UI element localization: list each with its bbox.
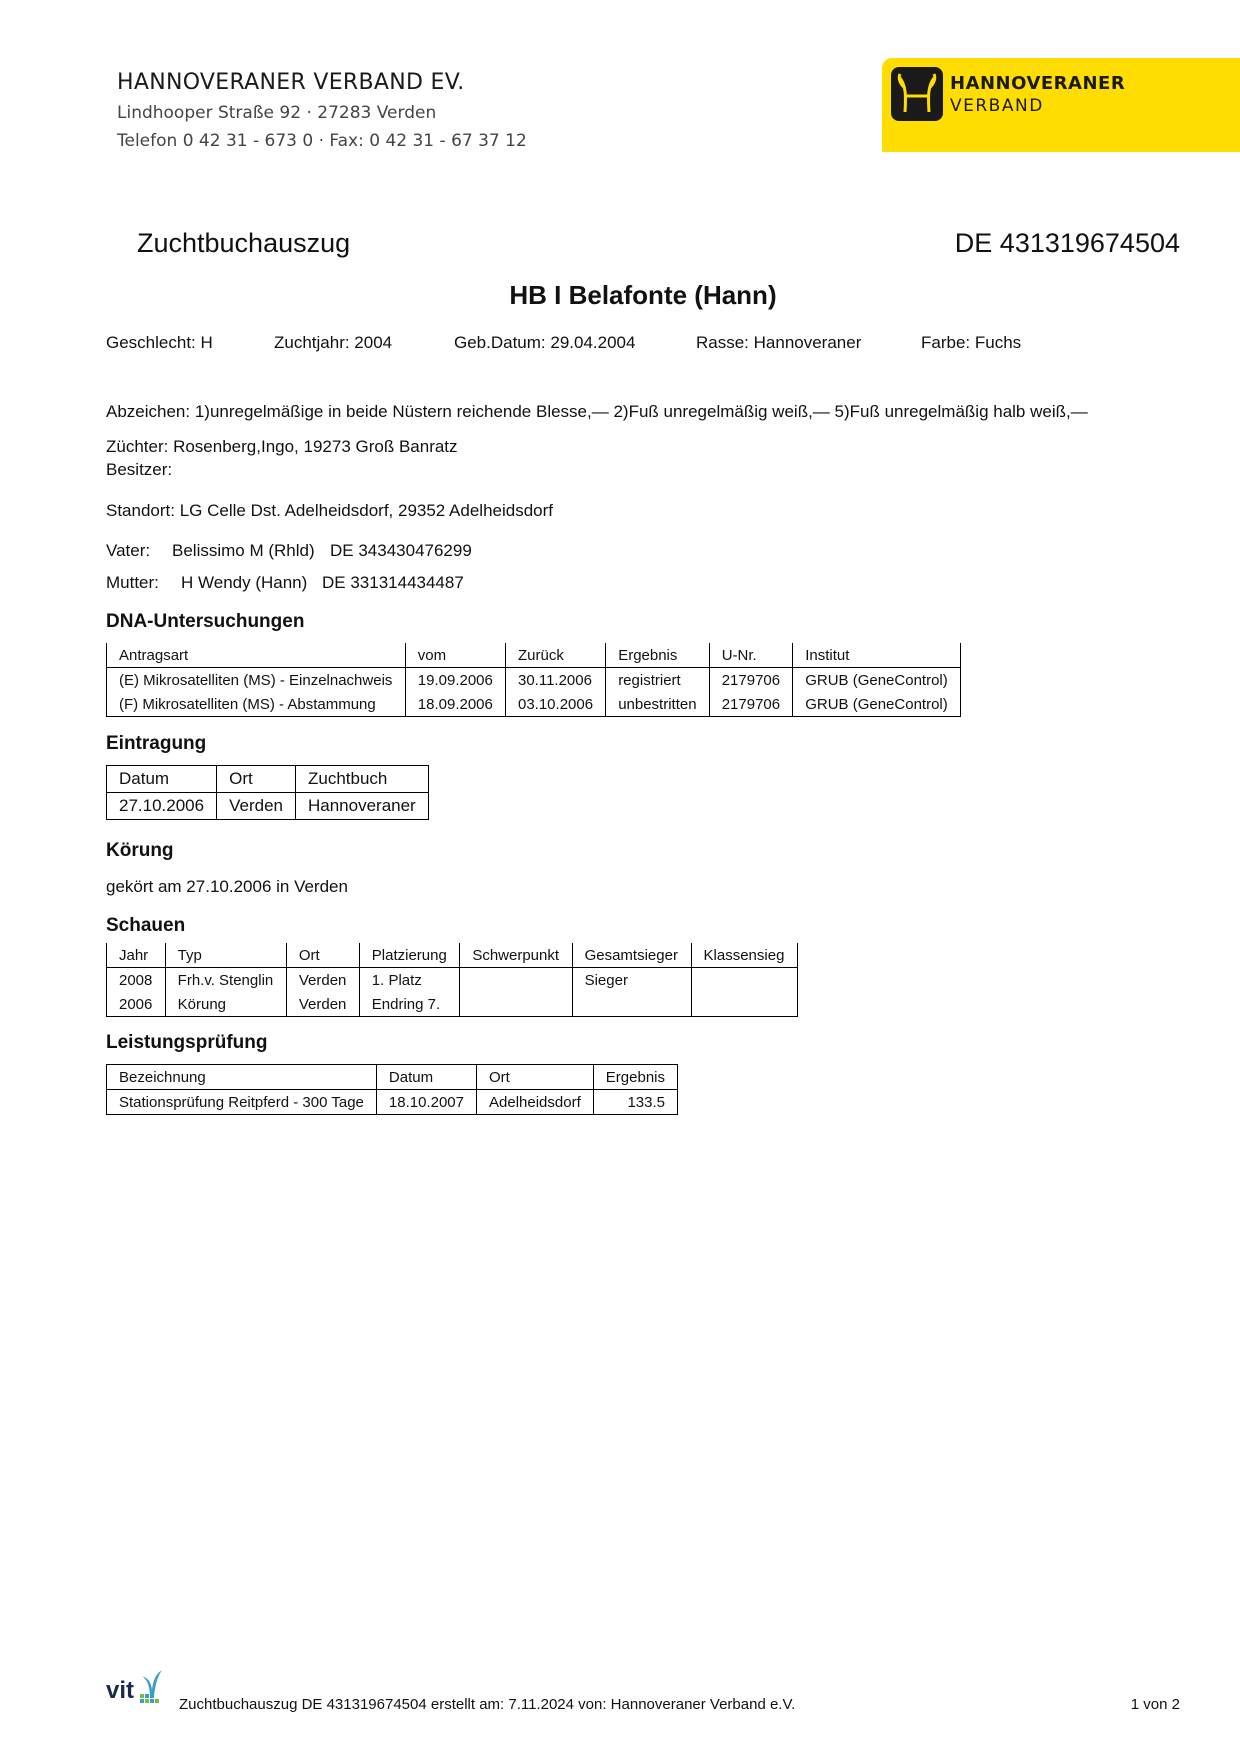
- horse-sex: Geschlecht: H: [106, 333, 213, 352]
- page-number: 1 von 2: [1130, 1696, 1180, 1713]
- schauen-header-cell: Gesamtsieger: [572, 943, 691, 968]
- dam-name: H Wendy (Hann): [181, 573, 308, 592]
- logo-line-1: HANNOVERANER: [950, 73, 1126, 94]
- schauen-header-cell: Platzierung: [359, 943, 460, 968]
- table-cell: GRUB (GeneControl): [793, 692, 961, 717]
- horse-name: HB I Belafonte (Hann): [509, 280, 777, 310]
- koerung-text: gekört am 27.10.2006 in Verden: [106, 877, 348, 896]
- dna-header-row: [107, 643, 961, 668]
- table-cell: Adelheidsdorf: [477, 1090, 594, 1115]
- table-cell: 2008: [119, 971, 153, 989]
- dna-header-cell: Zurück: [505, 643, 605, 668]
- vit-plant-icon: [134, 1668, 164, 1706]
- location: Standort: LG Celle Dst. Adelheidsdorf, 29352 Adelheidsdorf: [106, 501, 554, 520]
- table-cell: 2179706: [709, 692, 793, 717]
- table-cell: [691, 968, 797, 993]
- table-cell: 30.11.2006: [505, 668, 605, 693]
- table-cell: [460, 968, 572, 993]
- markings: Abzeichen: 1)unregelmäßige in beide Nüstern reichende Blesse,— 2)Fuß unregelmäßig weiß,— 5)Fuß unregelmäßig halb weiß,—: [106, 402, 1088, 421]
- organization-name: HANNOVERANER VERBAND EV.: [117, 70, 465, 95]
- hannoveraner-h-emblem-icon: [890, 66, 944, 122]
- table-cell: unbestritten: [606, 692, 710, 717]
- table-cell: 2179706: [709, 668, 793, 693]
- eintragung-header-cell: Datum: [107, 766, 217, 793]
- owner: Besitzer:: [106, 460, 173, 479]
- leistung-header-cell: Bezeichnung: [119, 1068, 206, 1086]
- table-cell: [691, 992, 797, 1017]
- eintragung-header-cell: Zuchtbuch: [295, 766, 428, 793]
- table-row: [107, 668, 961, 693]
- logo-wordmark: [950, 72, 1125, 118]
- schauen-header-cell: Schwerpunkt: [460, 943, 572, 968]
- table-cell: [460, 992, 572, 1017]
- vit-logo-text: vit: [106, 1677, 135, 1704]
- table-row: [107, 793, 429, 820]
- table-cell: 27.10.2006: [107, 793, 217, 820]
- organization-header: [117, 70, 527, 151]
- footer-text: Zuchtbuchauszug DE 431319674504 erstellt am: 7.11.2024 von: Hannoveraner Verband e.V.: [179, 1696, 796, 1713]
- eintragung-section-title: Eintragung: [106, 733, 207, 754]
- koerung-section-title: Körung: [106, 840, 174, 861]
- table-cell: 1. Platz: [359, 968, 460, 993]
- sire-name: Belissimo M (Rhld): [172, 541, 315, 560]
- organization-contact: Telefon 0 42 31 - 673 0 · Fax: 0 42 31 - 67 37 12: [117, 131, 527, 151]
- dam-label: Mutter:: [106, 573, 159, 592]
- dna-table: [106, 643, 961, 717]
- sire-line: [106, 541, 472, 561]
- horse-breed: Rasse: Hannoveraner: [696, 333, 862, 352]
- dna-header-cell: Institut: [793, 643, 961, 668]
- horse-color: Farbe: Fuchs: [921, 333, 1022, 352]
- schauen-section-title: Schauen: [106, 915, 186, 936]
- schauen-header-cell: Typ: [165, 943, 286, 968]
- horse-breeding-year: Zuchtjahr: 2004: [274, 333, 393, 352]
- sire-id: DE 343430476299: [330, 541, 472, 560]
- table-cell: 18.10.2007: [376, 1090, 476, 1115]
- dna-header-cell: vom: [405, 643, 505, 668]
- table-cell: 2006: [119, 995, 153, 1013]
- organization-address: Lindhooper Straße 92 · 27283 Verden: [117, 103, 437, 123]
- schauen-header-cell: Ort: [286, 943, 359, 968]
- table-cell: 03.10.2006: [505, 692, 605, 717]
- table-cell: 18.09.2006: [405, 692, 505, 717]
- table-cell: registriert: [606, 668, 710, 693]
- document-id: DE 431319674504: [954, 228, 1180, 258]
- document-type: Zuchtbuchauszug: [137, 228, 351, 258]
- dna-header-cell: Antragsart: [119, 646, 189, 664]
- breeder: Züchter: Rosenberg,Ingo, 19273 Groß Banratz: [106, 437, 458, 456]
- table-row: [107, 1090, 678, 1115]
- leistung-section-title: Leistungsprüfung: [106, 1032, 268, 1053]
- table-cell: Verden: [217, 793, 296, 820]
- leistung-header-cell: Datum: [376, 1065, 476, 1090]
- table-cell: [572, 992, 691, 1017]
- table-cell: Hannoveraner: [295, 793, 428, 820]
- hannoveraner-logo: [882, 58, 1240, 152]
- table-cell: Frh.v. Stenglin: [165, 968, 286, 993]
- dna-header-cell: Ergebnis: [606, 643, 710, 668]
- leistung-header-row: [107, 1065, 678, 1090]
- table-cell: Endring 7.: [359, 992, 460, 1017]
- schauen-header-cell: Klassensieg: [691, 943, 797, 968]
- leistung-header-cell: Ort: [477, 1065, 594, 1090]
- eintragung-header-row: [107, 766, 429, 793]
- table-cell: Körung: [165, 992, 286, 1017]
- dna-header-cell: U-Nr.: [709, 643, 793, 668]
- table-cell: Stationsprüfung Reitpferd - 300 Tage: [119, 1093, 364, 1111]
- dam-id: DE 331314434487: [322, 573, 464, 592]
- table-row: [107, 692, 961, 717]
- table-cell: 133.5: [593, 1090, 677, 1115]
- table-cell: (F) Mikrosatelliten (MS) - Abstammung: [119, 695, 376, 713]
- logo-line-2: VERBAND: [950, 96, 1044, 116]
- schauen-header-cell: Jahr: [119, 946, 149, 964]
- table-cell: Sieger: [572, 968, 691, 993]
- table-cell: GRUB (GeneControl): [793, 668, 961, 693]
- table-cell: 19.09.2006: [405, 668, 505, 693]
- leistung-table: [106, 1064, 678, 1115]
- schauen-header-row: [107, 943, 798, 968]
- sire-label: Vater:: [106, 541, 151, 560]
- table-row: [107, 992, 798, 1017]
- table-row: [107, 968, 798, 993]
- schauen-table: [106, 943, 798, 1017]
- table-cell: Verden: [286, 992, 359, 1017]
- dam-line: [106, 573, 464, 593]
- table-cell: (E) Mikrosatelliten (MS) - Einzelnachweis: [119, 671, 393, 689]
- eintragung-table: [106, 765, 429, 820]
- leistung-header-cell: Ergebnis: [593, 1065, 677, 1090]
- eintragung-header-cell: Ort: [217, 766, 296, 793]
- table-cell: Verden: [286, 968, 359, 993]
- dna-section-title: DNA-Untersuchungen: [106, 611, 305, 632]
- vit-logo: [106, 1668, 164, 1706]
- horse-birth-date: Geb.Datum: 29.04.2004: [454, 333, 636, 352]
